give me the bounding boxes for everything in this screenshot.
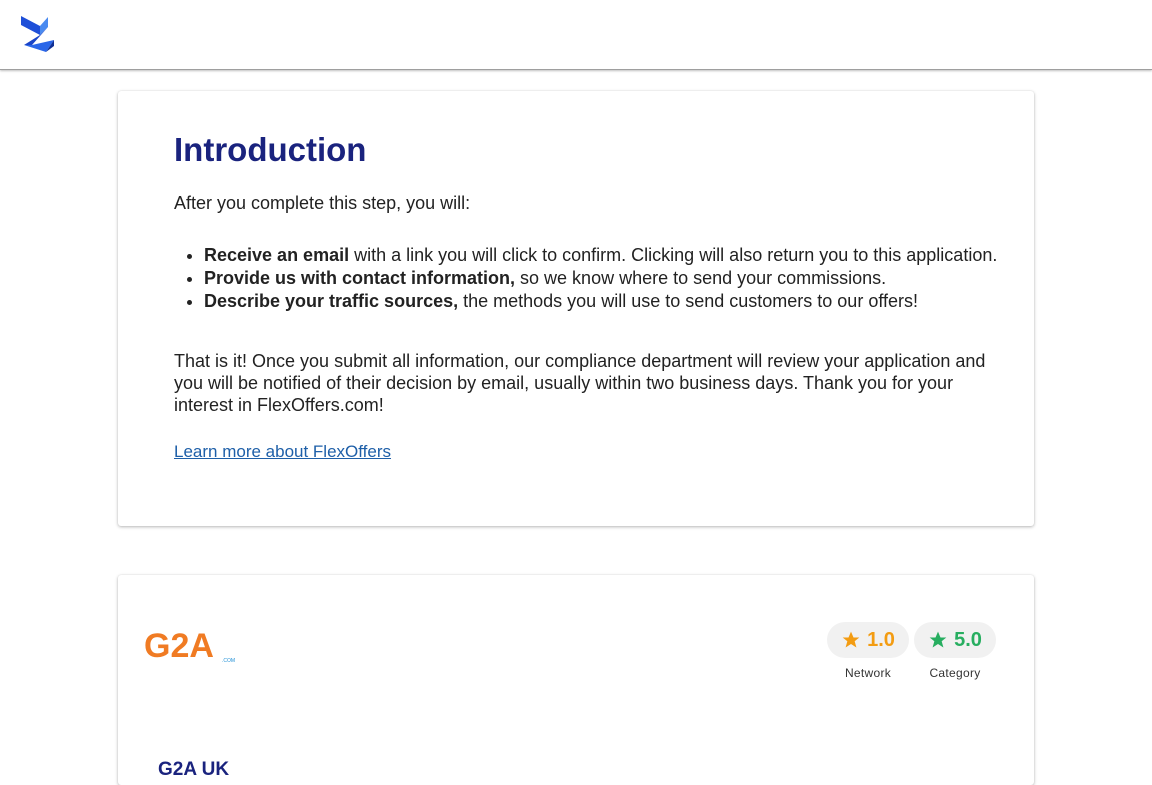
network-rating-label: Network (844, 666, 892, 680)
category-rating (914, 622, 996, 680)
list-item (204, 267, 997, 290)
introduction-lead: After you complete this step, you will: (174, 193, 471, 213)
star-icon (928, 630, 948, 650)
top-bar (0, 0, 1152, 70)
step-text: with a link you will click to confirm. Clicking will also return you to this application. (349, 245, 998, 265)
offer-name: G2A UK (158, 759, 230, 780)
list-item (204, 244, 997, 267)
step-bold-text: Describe your traffic sources, (204, 291, 459, 311)
step-text: so we know where to send your commissions. (515, 268, 887, 288)
star-icon (841, 630, 861, 650)
category-rating-label: Category (929, 666, 981, 680)
brand-logo-text: G2A (144, 628, 214, 664)
step-bold-text: Provide us with contact information, (204, 268, 516, 288)
learn-more-link[interactable]: Learn more about FlexOffers (174, 442, 392, 461)
list-item (204, 290, 997, 313)
category-rating-value: 5.0 (954, 628, 982, 651)
network-rating-pill (827, 622, 909, 658)
network-rating-value: 1.0 (867, 628, 895, 651)
introduction-title: Introduction (174, 131, 367, 168)
brand-logo-subtext: .COM (222, 658, 236, 664)
g2a-brand-logo (144, 628, 250, 664)
offer-card (118, 575, 1034, 785)
steps-list (204, 244, 997, 313)
introduction-card (118, 91, 1034, 526)
step-bold-text: Receive an email (204, 245, 350, 265)
flexoffers-logo-icon[interactable] (18, 14, 56, 56)
category-rating-pill (914, 622, 996, 658)
step-text: the methods you will use to send customers to our offers! (458, 291, 919, 311)
introduction-paragraph: That is it! Once you submit all information, our compliance department will review your application and you will be notified of their decision by email, usually within two business days. Thank you for your interest in FlexOffers.com! (174, 351, 986, 415)
network-rating (827, 622, 909, 680)
